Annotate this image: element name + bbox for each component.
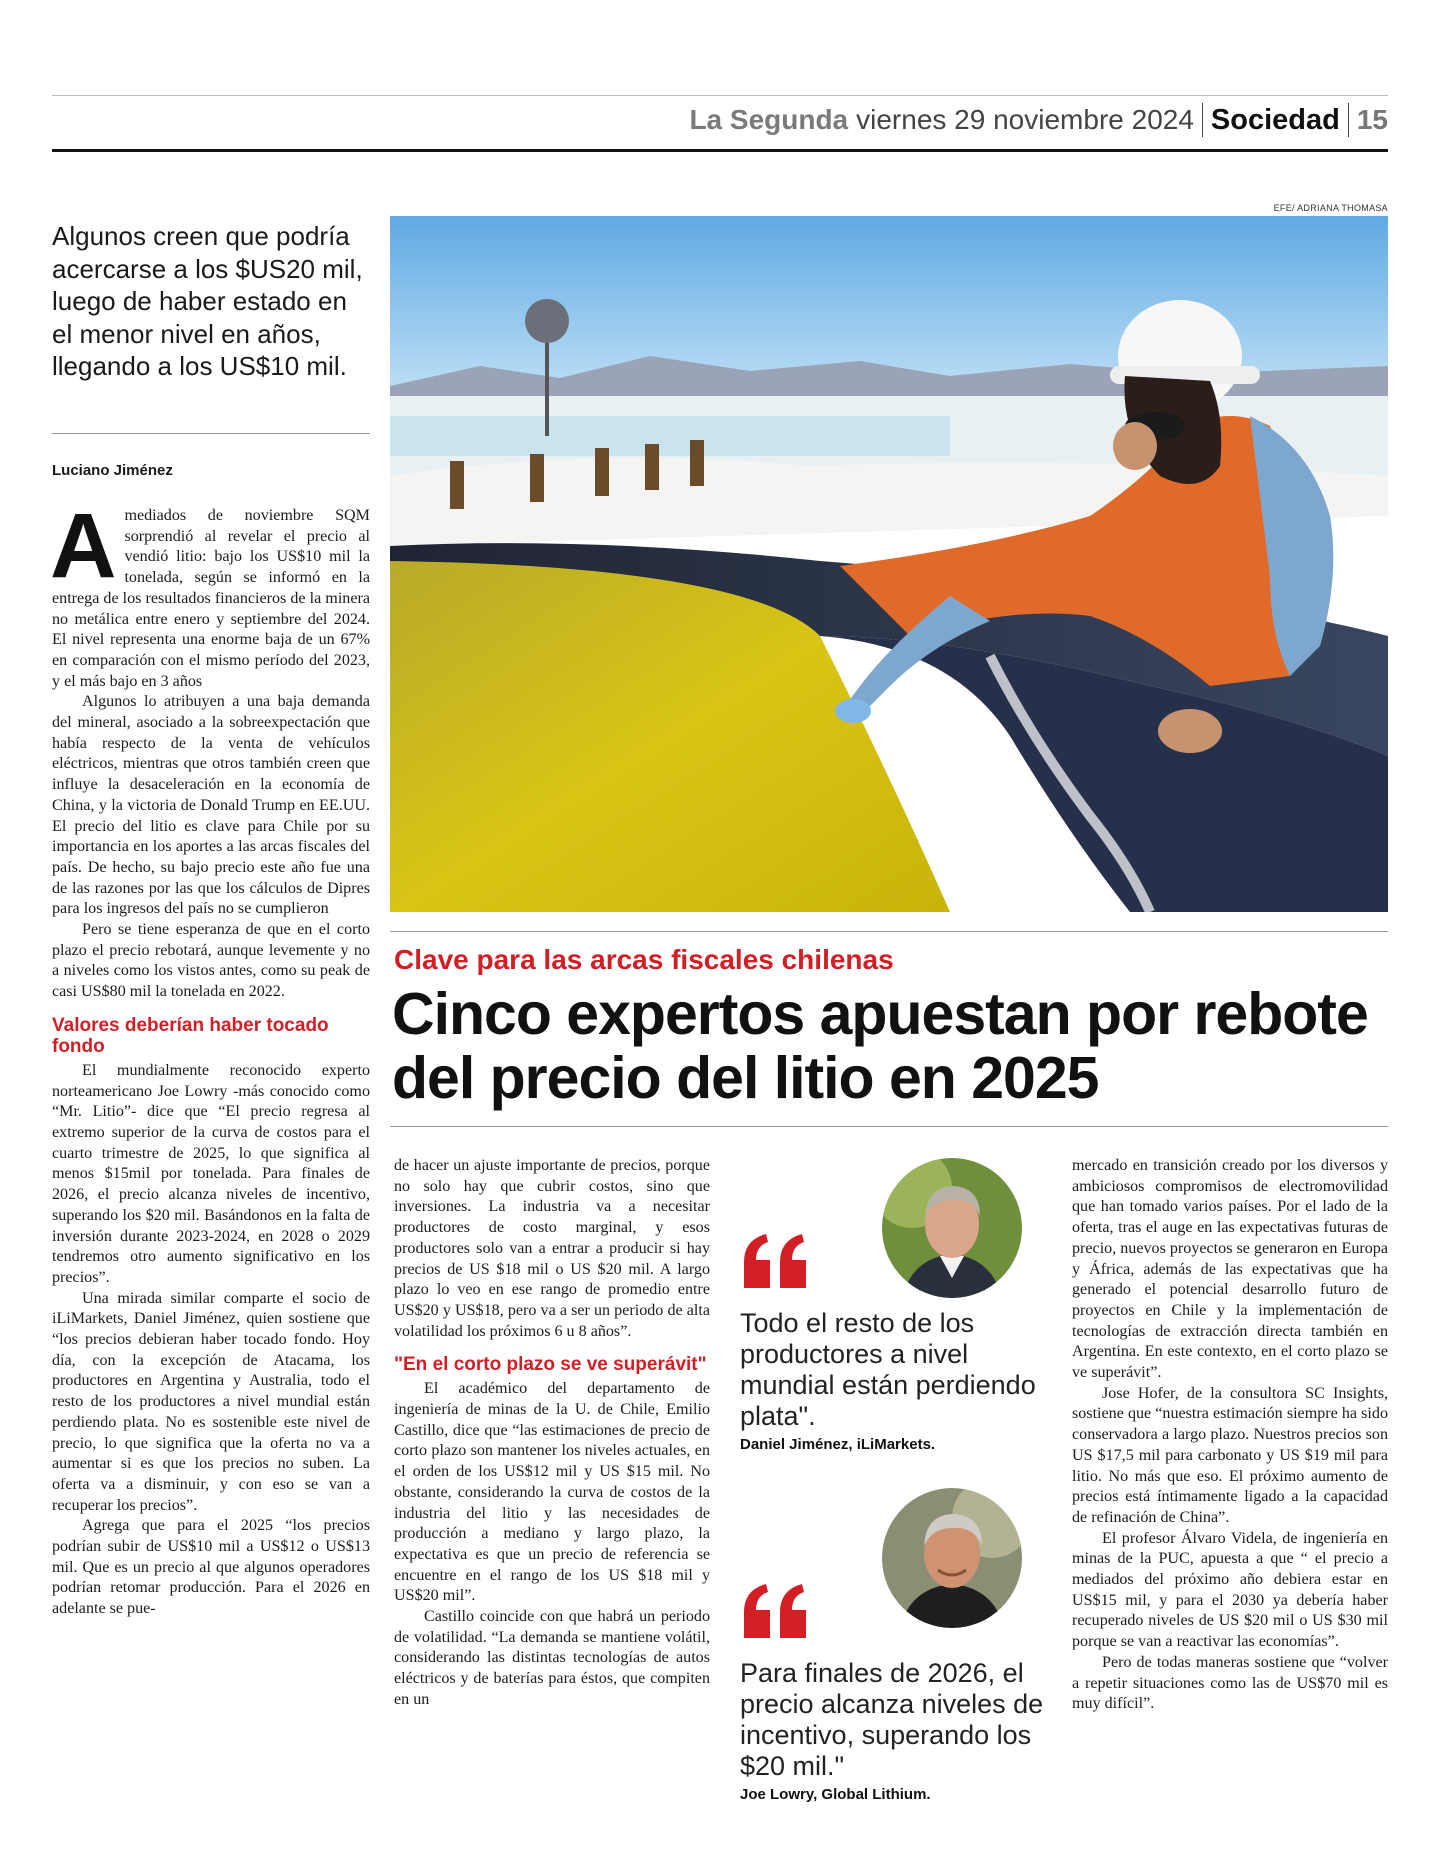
section-name: Sociedad	[1210, 103, 1340, 136]
subheading: Valores deberían haber tocado fondo	[52, 1014, 329, 1057]
masthead-separator	[1348, 103, 1349, 137]
quote-attribution: Daniel Jiménez, iLiMarkets.	[740, 1436, 936, 1453]
quote-mark-icon	[740, 1582, 810, 1638]
quote-mark-icon	[740, 1232, 810, 1288]
top-rule	[52, 95, 1388, 96]
drop-cap: A	[50, 495, 117, 597]
paragraph: El académico del departamento de ingeniería de minas de la U. de Chile, Emilio Castillo, dice que “las estimaciones de precio de corto plazo son mantener los niveles actuales, en el orden de los US$12 mil y US $15 mil. No obstante, considerando la curva de costos de la industria del litio y las necesidades de producción a mediano y largo plazo, la expectativa es que un precio de referencia se encuentre en el rango de los US $18 mil y US$20 mil”.	[394, 1380, 710, 1605]
pull-quote	[740, 1232, 1060, 1453]
newspaper-name: La Segunda	[689, 104, 849, 135]
paragraph	[50, 495, 370, 692]
paragraph: El profesor Álvaro Videla, de ingeniería en minas de la PUC, apuesta a que “ el precio a mediados del próximo año debiera estar en US$15 mil, y para el 2030 ya debería haber recuperado niveles de US $20 mil o US $30 mil porque se van a reactivar las economías”.	[1072, 1529, 1388, 1651]
masthead-separator	[1202, 103, 1203, 137]
article-column-4	[1072, 1156, 1388, 1715]
paragraph: Una mirada similar comparte el socio de iLiMarkets, Daniel Jiménez, quien sostiene que “los precios debieran haber tocado fondo. Hoy día, con la excepción de Atacama, los productores en Argentina y Australia, todo el resto de los productores a nivel mundial están perdiendo plata. No es sostenible este nivel de precio, lo que significa que la oferta no va a aumentar si es que los precios no suben. La oferta va a disminuir, y con eso se van a recuperar los precios”.	[52, 1289, 370, 1514]
paragraph: El mundialmente reconocido experto norteamericano Joe Lowry -más conocido como “Mr. Litio”- dice que “El precio regresa al extremo superior de la curva de costos para el cuarto trimestre de 2025, lo que significa al menos $15mil por tonelada. Para finales de 2026, el precio alcanza niveles de incentivo, superando los $20 mil. Basándonos en la falta de inversión durante 2023-2024, en 2028 o 2029 tendremos otro aumento significativo en los precios”.	[52, 1061, 370, 1286]
paragraph-text: mediados de noviembre SQM sorprendió al revelar el precio al vendió litio: bajo los US$10 mil la tonelada, según se informó en la entrega de los resultados financieros de la minera no metálica entre enero y septiembre del 2024. El nivel representa una enorme baja de un 67% en comparación con el mismo período del 2023, y el más bajo en 3 años	[52, 507, 370, 690]
headline-bottom-rule	[390, 1126, 1388, 1127]
quote-attribution: Joe Lowry, Global Lithium.	[740, 1786, 931, 1803]
photo-credit: EFE/ ADRIANA THOMASA	[1273, 203, 1388, 213]
paragraph: Castillo coincide con que habrá un periodo de volatilidad. “La demanda se mantiene volátil, considerando las distintas tecnologías de autos eléctricos y de baterías para éstos, que compiten en un	[394, 1608, 710, 1708]
masthead-rule	[52, 149, 1388, 152]
quote-text: Todo el resto de los productores a nivel mundial están perdiendo plata".	[740, 1308, 1036, 1431]
lead-summary: Algunos creen que podría acercarse a los $US20 mil, luego de haber estado en el menor nivel en años, llegando a los US$10 mil.	[52, 221, 363, 381]
paragraph: de hacer un ajuste importante de precios, porque no solo hay que cubrir costos, sino que inversiones. La industria va a necesitar productores de costo marginal, y esos productores solo van a entrar a producir si hay precios de US $18 mil o US $20 mil. A largo plazo lo veo en ese rango de promedio entre US$20 y US$18, pero va a ser un periodo de alta volatilidad los próximos 6 u 8 años”.	[394, 1157, 710, 1340]
page-number: 15	[1356, 104, 1388, 135]
quote-text: Para finales de 2026, el precio alcanza niveles de incentivo, superando los $20 mil."	[740, 1658, 1044, 1781]
pull-quote	[740, 1582, 1060, 1803]
lead-divider	[52, 433, 370, 434]
lithium-pool-photo	[390, 216, 1388, 912]
article-column-1	[50, 495, 370, 1620]
paragraph: Jose Hofer, de la consultora SC Insights, sostiene que “nuestra estimación siempre ha sido conservadora a largo plazo. Nuestros precios son US $17,5 mil para carbonato y US $19 mil para litio. No más que eso. El próximo aumento de precios está íntimamente ligado a la capacidad de refinación de China”.	[1072, 1384, 1388, 1526]
paragraph: Pero de todas maneras sostiene que “volver a repetir situaciones como las de US$70 mil es muy difícil”.	[1072, 1653, 1388, 1713]
subheading: "En el corto plazo se ve superávit"	[394, 1354, 707, 1376]
headline-top-rule	[390, 931, 1388, 932]
kicker: Clave para las arcas fiscales chilenas	[394, 944, 894, 975]
author-byline: Luciano Jiménez	[52, 462, 173, 479]
masthead	[689, 100, 1388, 140]
article-column-2	[394, 1156, 710, 1711]
paragraph: mercado en transición creado por los diversos y ambiciosos compromisos de electromovilidad que han tomado varios países. Por el lado de la oferta, tras el auge en las expectativas futuras de precio, nuevos proyectos se generaron en Europa y África, además de las expectativas que ha generado el potencial desarrollo futuro de proyectos en Chile y la implementación de tecnologías de extracción directa también en Argentina. En este contexto, en el corto plazo se ve superávit”.	[1072, 1157, 1388, 1382]
paragraph: Pero se tiene esperanza de que en el corto plazo el precio rebotará, aunque levemente y no a niveles como los vistos antes, como su peak de casi US$80 mil la tonelada en 2022.	[52, 921, 370, 1001]
paragraph: Agrega que para el 2025 “los precios podrían subir de US$10 mil a US$12 o US$13 mil. Que es un precio al que algunos operadores podrían retomar producción. Para el 2026 en adelante se pue-	[52, 1517, 370, 1618]
paragraph: Algunos lo atribuyen a una baja demanda del mineral, asociado a la sobreexpectación que había respecto de la venta de vehículos eléctricos, mientras que otros también creen que influye la desaceleración en la economía de China, y la victoria de Donald Trump en EE.UU. El precio del litio es clave para Chile por su importancia en los aportes a las arcas fiscales del país. De hecho, su bajo precio este año fue una de las razones por las que los cálculos de Dipres para los ingresos del país no se cumplieron	[52, 693, 370, 918]
issue-date: viernes 29 noviembre 2024	[856, 104, 1194, 135]
headline: Cinco expertos apuestan por rebote del precio del litio en 2025	[392, 981, 1368, 1111]
